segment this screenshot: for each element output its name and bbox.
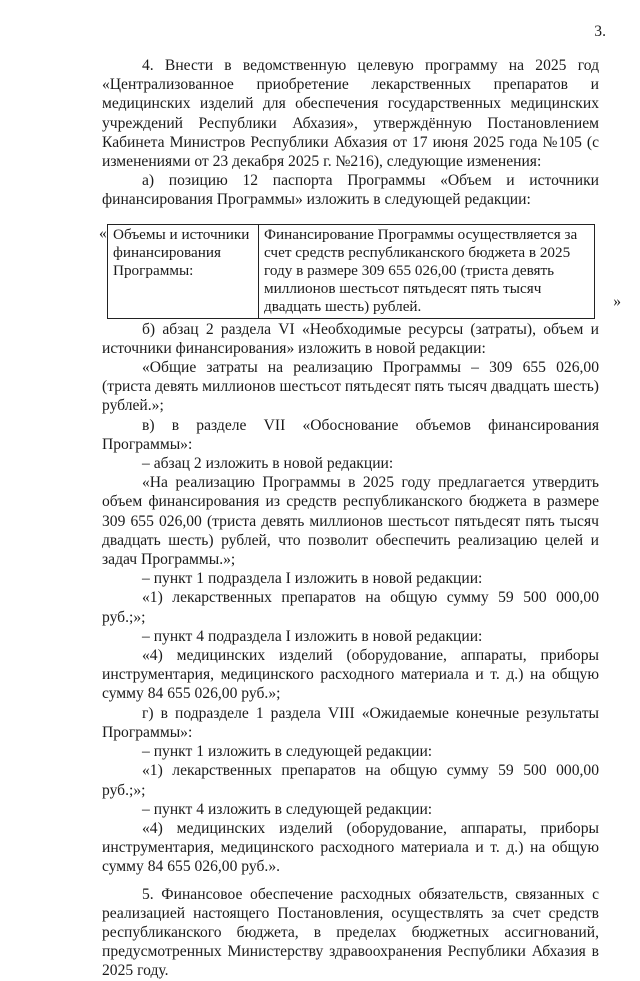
page-number: 3. [594,23,606,40]
item-4v-point4-text: «4) медицинских изделий (оборудование, аппараты, приборы инструментария, медицинского расходного материала и т. д.) на общую сумму 84 655 026,00 руб.»; [102,647,599,703]
passport-position-12 [99,224,621,316]
item-4v-point4-intro: – пункт 4 подраздела I изложить в новой редакции: [142,627,483,645]
document-body [99,56,621,981]
item-4v-point1-text: «1) лекарственных препаратов на общую сумму 59 500 000,00 руб.;»; [102,589,599,626]
table-row [108,224,595,318]
item-4g-point1-text: «1) лекарственных препаратов на общую сумму 59 500 000,00 руб.;»; [102,762,599,799]
item-4v-paragraph2-intro: – абзац 2 изложить в новой редакции: [142,455,394,473]
table-cell-value: Финансирование Программы осуществляется за счет средств республиканского бюджета в 2025 году в размере 309 655 026,00 (триста девять миллионов шестьсот пятьдесят пять тысяч двадцать шесть) рублей. [259,224,595,318]
item-4v-point1-intro: – пункт 1 подраздела I изложить в новой редакции: [142,570,483,588]
close-quote: » [613,293,621,311]
item-4g: г) в подразделе 1 раздела VIII «Ожидаемые конечные результаты Программы»: [102,704,599,741]
item-4g-point1-intro: – пункт 1 изложить в следующей редакции: [142,743,433,761]
item-4b-text: «Общие затраты на реализацию Программы – 309 655 026,00 (триста девять миллионов шестьсот пятьдесят пять тысяч двадцать шесть) рублей.»; [102,359,599,415]
table-cell-label: Объемы и источники финансирования Программы: [108,224,259,318]
open-quote: « [99,224,107,242]
item-4g-point4-text: «4) медицинских изделий (оборудование, аппараты, приборы инструментария, медицинского расходного материала и т. д.) на общую сумму 84 655 026,00 руб.». [102,819,599,876]
item-5: 5. Финансовое обеспечение расходных обязательств, связанных с реализацией настоящего Постановления, осуществлять за счет средств республиканского бюджета, в пределах бюджетных ассигнований, предусмотренных Министерству здравоохранения Республики Абхазия в 2025 году. [102,885,599,980]
item-4v-paragraph2-text: «На реализацию Программы в 2025 году предлагается утвердить объем финансирования из средств республиканского бюджета в размере 309 655 026,00 (триста девять миллионов шестьсот пятьдесят пять тысяч двадцать шесть) рублей, что позволит обеспечить реализацию целей и задач Программы.»; [102,474,599,569]
item-4a: а) позицию 12 паспорта Программы «Объем и источники финансирования Программы» изложить в следующей редакции: [102,172,599,209]
item-4v: в) в разделе VII «Обоснование объемов финансирования Программы»: [102,416,599,453]
item-4-intro: 4. Внести в ведомственную целевую программу на 2025 год «Централизованное приобретение лекарственных препаратов и медицинских изделий для обеспечения государственных медицинских учреждений Республики Абхазия», утверждённую Постановлением Кабинета Министров Республики Абхазия от 17 июня 2025 года №105 (с изменениями от 23 декабря 2025 г. №216), следующие изменения: [102,57,599,171]
passport-table [107,224,595,319]
item-4g-point4-intro: – пункт 4 изложить в следующей редакции: [142,800,433,818]
item-4b: б) абзац 2 раздела VI «Необходимые ресурсы (затраты), объем и источники финансирования» изложить в новой редакции: [102,320,599,357]
